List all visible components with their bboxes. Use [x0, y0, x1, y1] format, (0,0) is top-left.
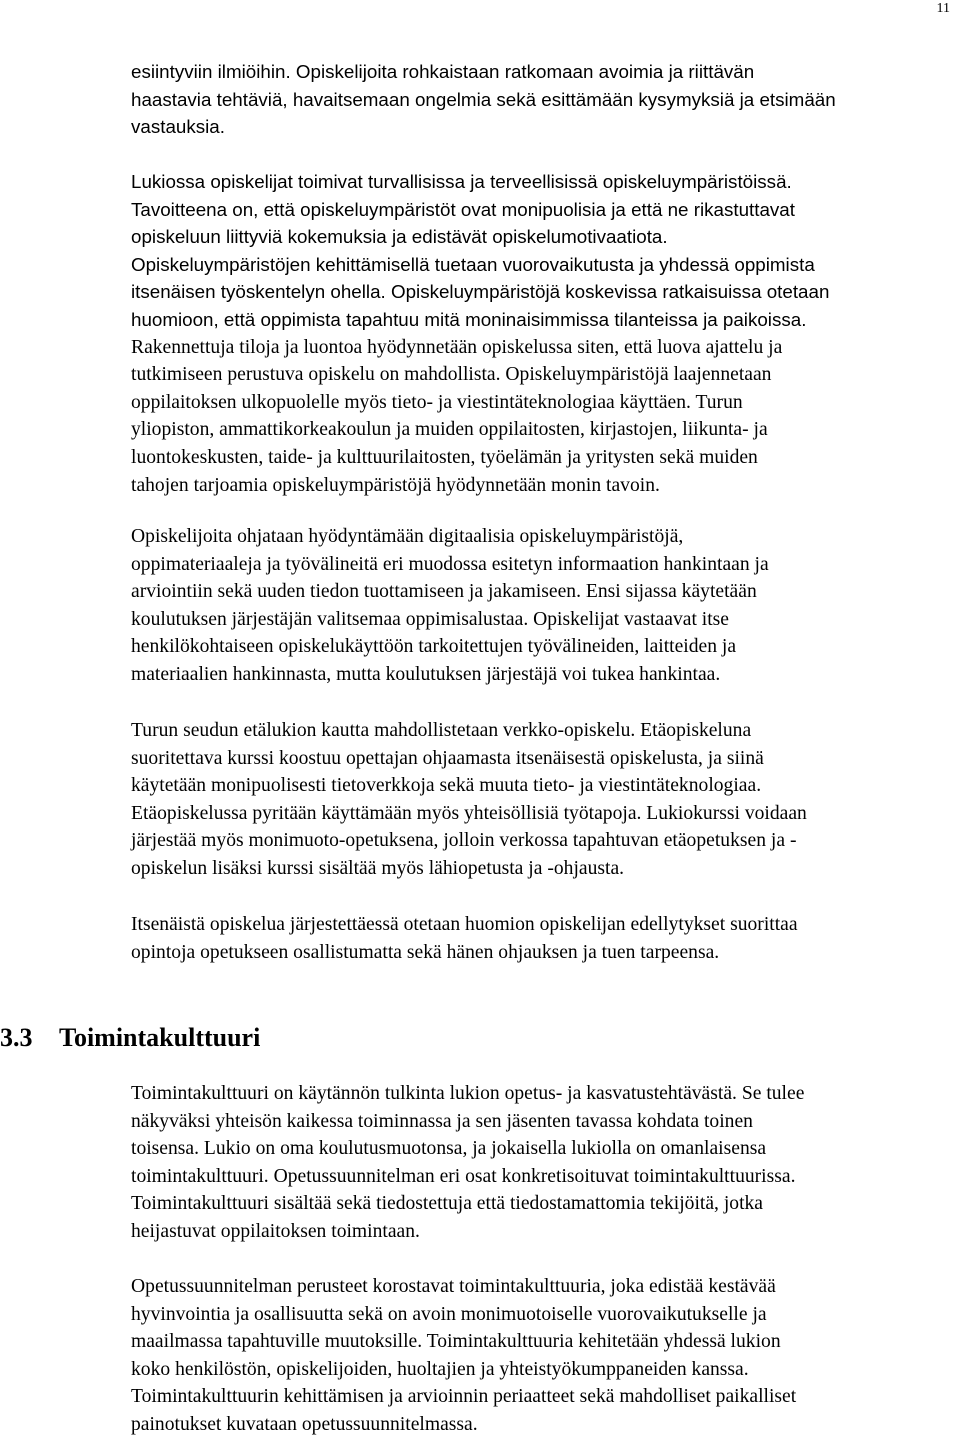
text-line: koulutuksen järjestäjän valitsemaa oppimisalustaa. Opiskelijat vastaavat itse	[131, 608, 729, 630]
text-line: Rakennettuja tiloja ja luontoa hyödynnetään opiskelussa siten, että luova ajattelu ja	[131, 336, 783, 358]
text-line: tahojen tarjoamia opiskeluympäristöjä hyödynnetään monin tavoin.	[131, 474, 660, 496]
text-line: Tavoitteena on, että opiskeluympäristöt ovat monipuolisia ja että ne rikastuttavat	[131, 198, 795, 220]
text-line: henkilökohtaiseen opiskelukäyttöön tarkoitettujen työvälineiden, laitteiden ja	[131, 636, 737, 658]
page-number: 11	[936, 1, 950, 16]
text-line: materiaalien hankinnasta, mutta koulutuksen järjestäjä voi tukea hankintaa.	[131, 663, 721, 685]
text-line: Opiskelijoita ohjataan hyödyntämään digitaalisia opiskeluympäristöjä,	[131, 526, 684, 547]
paragraph-4	[131, 717, 960, 883]
text-line: Opiskeluympäristöjen kehittämisellä tuetaan vuorovaikutusta ja yhdessä oppimista	[131, 253, 815, 275]
text-line: Etäopiskelussa pyritään käyttämään myös yhteisöllisiä työtapoja. Lukiokurssi voidaan	[131, 802, 807, 824]
paragraph-1	[131, 58, 960, 141]
paragraph-3	[131, 523, 960, 689]
text-line: toisensa. Lukio on oma koulutusmuotonsa, ja jokaisella lukiolla on omanlaisensa	[131, 1138, 767, 1160]
text-line: järjestää myös monimuoto-opetuksena, jolloin verkossa tapahtuvan etäopetuksen ja -	[131, 830, 797, 852]
text-line: suoritettava kurssi koostuu opettajan ohjaamasta itsenäisestä opiskelusta, ja siinä	[131, 747, 764, 769]
section-heading	[0, 1021, 960, 1055]
text-line: oppilaitoksen ulkopuolelle myös tieto- ja viestintäteknologiaa käyttäen. Turun	[131, 391, 743, 413]
text-line: toimintakulttuuri. Opetussuunnitelman eri osat konkretisoituvat toimintakulttuurissa.	[131, 1165, 796, 1187]
text-line: itsenäisen työskentelyn ohella. Opiskeluympäristöjä koskevissa ratkaisuissa otetaan	[131, 281, 830, 303]
text-line: näkyväksi yhteisön kaikessa toiminnassa ja sen jäsenten tavassa kohdata toinen	[131, 1110, 753, 1132]
text-line: Lukiossa opiskelijat toimivat turvallisissa ja terveellisissä opiskeluympäristöissä.	[131, 171, 792, 192]
paragraph-7	[131, 1273, 960, 1439]
text-line: Opetussuunnitelman perusteet korostavat toimintakulttuuria, joka edistää kestävää	[131, 1276, 776, 1297]
paragraph-5	[131, 911, 960, 966]
text-line: oppimateriaaleja ja työvälineitä eri muodossa esitetyn informaation hankintaan ja	[131, 553, 769, 575]
text-line: tutkimiseen perustuva opiskelu on mahdollista. Opiskeluympäristöjä laajennetaan	[131, 364, 772, 386]
text-line: hyvinvointia ja osallisuutta sekä on avoin monimuotoiselle vuorovaikutukselle ja	[131, 1303, 767, 1325]
text-line: huomioon, että oppimista tapahtuu mitä moninaisimmissa tilanteissa ja paikoissa.	[131, 308, 807, 330]
text-line: luontokeskusten, taide- ja kulttuurilaitosten, työelämän ja yritysten sekä muiden	[131, 446, 758, 468]
text-line: koko henkilöstön, opiskelijoiden, huoltajien ja yhteistyökumppaneiden kanssa.	[131, 1358, 749, 1380]
text-line: heijastuvat oppilaitoksen toimintaan.	[131, 1220, 420, 1242]
text-line: opintoja opetukseen osallistumatta sekä hänen ohjauksen ja tuen tarpeensa.	[131, 941, 720, 963]
text-line: yliopiston, ammattikorkeakoulun ja muiden oppilaitosten, kirjastojen, liikunta- ja	[131, 419, 768, 441]
text-line: arviointiin sekä uuden tiedon tuottamiseen ja jakamiseen. Ensi sijassa käytetään	[131, 581, 757, 603]
text-line: maailmassa tapahtuville muutoksille. Toimintakulttuuria kehitetään yhdessä lukion	[131, 1331, 781, 1353]
text-line: painotukset kuvataan opetussuunnitelmassa.	[131, 1413, 478, 1435]
text-line: opiskelun lisäksi kurssi sisältää myös lähiopetusta ja -ohjausta.	[131, 857, 625, 879]
paragraph-2	[131, 168, 960, 499]
text-line: esiintyviin ilmiöihin. Opiskelijoita rohkaistaan ratkomaan avoimia ja riittävän	[131, 61, 755, 82]
section-number: 3.3	[0, 1023, 33, 1052]
text-line: Toimintakulttuuri sisältää sekä tiedostettuja että tiedostamattomia tekijöitä, jotka	[131, 1193, 764, 1215]
section-title: Toimintakulttuuri	[59, 1023, 261, 1052]
text-line: vastauksia.	[131, 116, 225, 138]
paragraph-6	[131, 1080, 960, 1246]
text-line: Toimintakulttuuri on käytännön tulkinta lukion opetus- ja kasvatustehtävästä. Se tulee	[131, 1083, 805, 1104]
text-line: käytetään monipuolisesti tietoverkkoja sekä muuta tieto- ja viestintäteknologiaa.	[131, 775, 762, 797]
text-line: Itsenäistä opiskelua järjestettäessä otetaan huomion opiskelijan edellytykset suorittaa	[131, 914, 798, 935]
text-line: Toimintakulttuurin kehittämisen ja arvioinnin periaatteet sekä mahdolliset paikalliset	[131, 1386, 797, 1408]
text-line: opiskeluun liittyviä kokemuksia ja edistävät opiskelumotivaatiota.	[131, 226, 668, 248]
text-line: Turun seudun etälukion kautta mahdollistetaan verkko-opiskelu. Etäopiskeluna	[131, 720, 752, 741]
text-line: haastavia tehtäviä, havaitsemaan ongelmia sekä esittämään kysymyksiä ja etsimään	[131, 88, 836, 110]
